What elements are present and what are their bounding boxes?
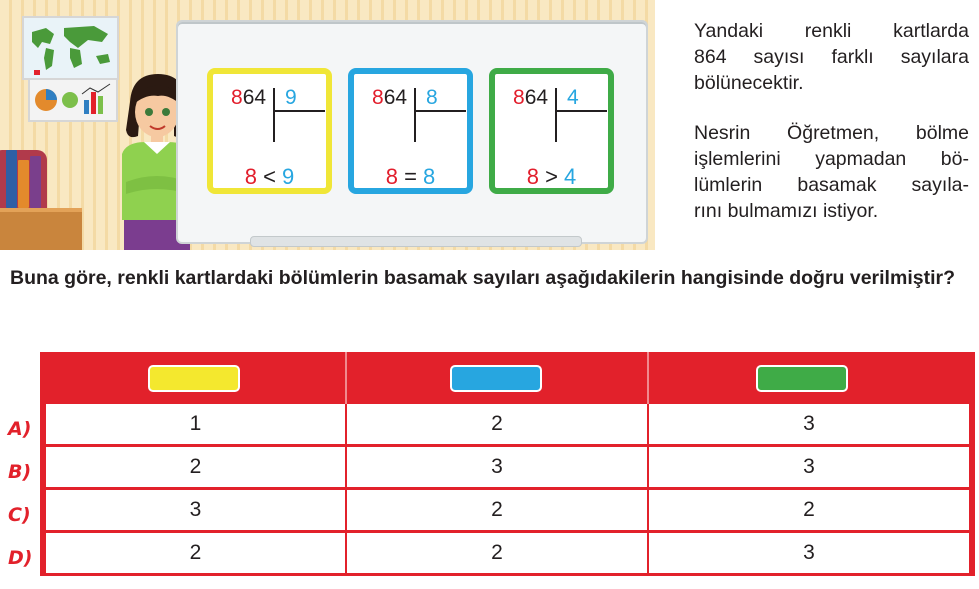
option-row-b[interactable] <box>40 447 975 490</box>
division-card-blue <box>348 68 473 194</box>
dividend: 864 <box>513 86 549 109</box>
option-label-d[interactable]: D) <box>8 547 33 569</box>
division-bracket-horizontal <box>273 110 325 112</box>
map-icon <box>24 18 117 78</box>
cell-yellow: 2 <box>189 541 202 564</box>
text-line: Nesrin Öğretmen, bölme <box>694 122 969 144</box>
dividend: 864 <box>372 86 408 109</box>
comparison: 8 = 8 <box>385 164 436 189</box>
cell-green: 3 <box>803 455 815 478</box>
world-map-poster <box>22 16 119 80</box>
text-line: Yandaki renkli kartlarda <box>694 20 969 42</box>
table-header <box>40 352 975 404</box>
pie-chart-icon <box>30 80 116 120</box>
division-bracket-vertical <box>273 88 275 142</box>
cell-blue: 2 <box>491 412 503 435</box>
division-card-green <box>489 68 614 194</box>
option-row-d[interactable] <box>40 533 975 576</box>
text-line: lümlerin basamak sayıla- <box>694 174 969 196</box>
comparison: 8 > 4 <box>526 164 577 189</box>
option-label-a[interactable]: A) <box>8 418 32 440</box>
division-bracket-vertical <box>414 88 416 142</box>
green-card-header <box>756 365 848 392</box>
text-line: rını bulmamızı istiyor. <box>694 200 879 222</box>
cell-blue: 2 <box>491 541 503 564</box>
dividend: 864 <box>231 86 267 109</box>
option-row-a[interactable] <box>40 404 975 447</box>
intro-paragraph <box>694 18 969 96</box>
option-row-c[interactable] <box>40 490 975 533</box>
comparison: 8 < 9 <box>244 164 295 189</box>
blue-card-header <box>450 365 542 392</box>
answer-table <box>40 352 975 582</box>
cell-green: 2 <box>803 498 815 521</box>
cell-blue: 3 <box>491 455 503 478</box>
yellow-card-header <box>148 365 240 392</box>
cell-yellow: 3 <box>189 498 202 521</box>
divisor: 9 <box>285 86 297 109</box>
cell-green: 3 <box>803 541 815 564</box>
option-label-b[interactable]: B) <box>8 461 32 483</box>
classroom-illustration <box>0 0 655 250</box>
whiteboard-rail <box>250 236 582 247</box>
teacher-paragraph <box>694 120 969 224</box>
text-line: 864 sayısı farklı sayılara <box>694 46 969 68</box>
division-bracket-horizontal <box>555 110 607 112</box>
cell-blue: 2 <box>491 498 503 521</box>
cell-yellow: 2 <box>189 455 202 478</box>
text-line: bölünecektir. <box>694 72 804 94</box>
cell-yellow: 1 <box>189 412 202 435</box>
cell-green: 3 <box>803 412 815 435</box>
shelf <box>0 208 82 250</box>
division-card-yellow <box>207 68 332 194</box>
division-bracket-horizontal <box>414 110 466 112</box>
question-text: Buna göre, renkli kartlardaki bölümlerin basamak sayıları aşağıdakilerin hangisinde doğru verilmiştir? <box>10 267 955 289</box>
divisor: 4 <box>567 86 579 109</box>
chart-poster <box>28 78 118 122</box>
option-label-c[interactable]: C) <box>8 504 31 526</box>
divisor: 8 <box>426 86 438 109</box>
text-line: işlemlerini yapmadan bö- <box>694 148 969 170</box>
division-bracket-vertical <box>555 88 557 142</box>
